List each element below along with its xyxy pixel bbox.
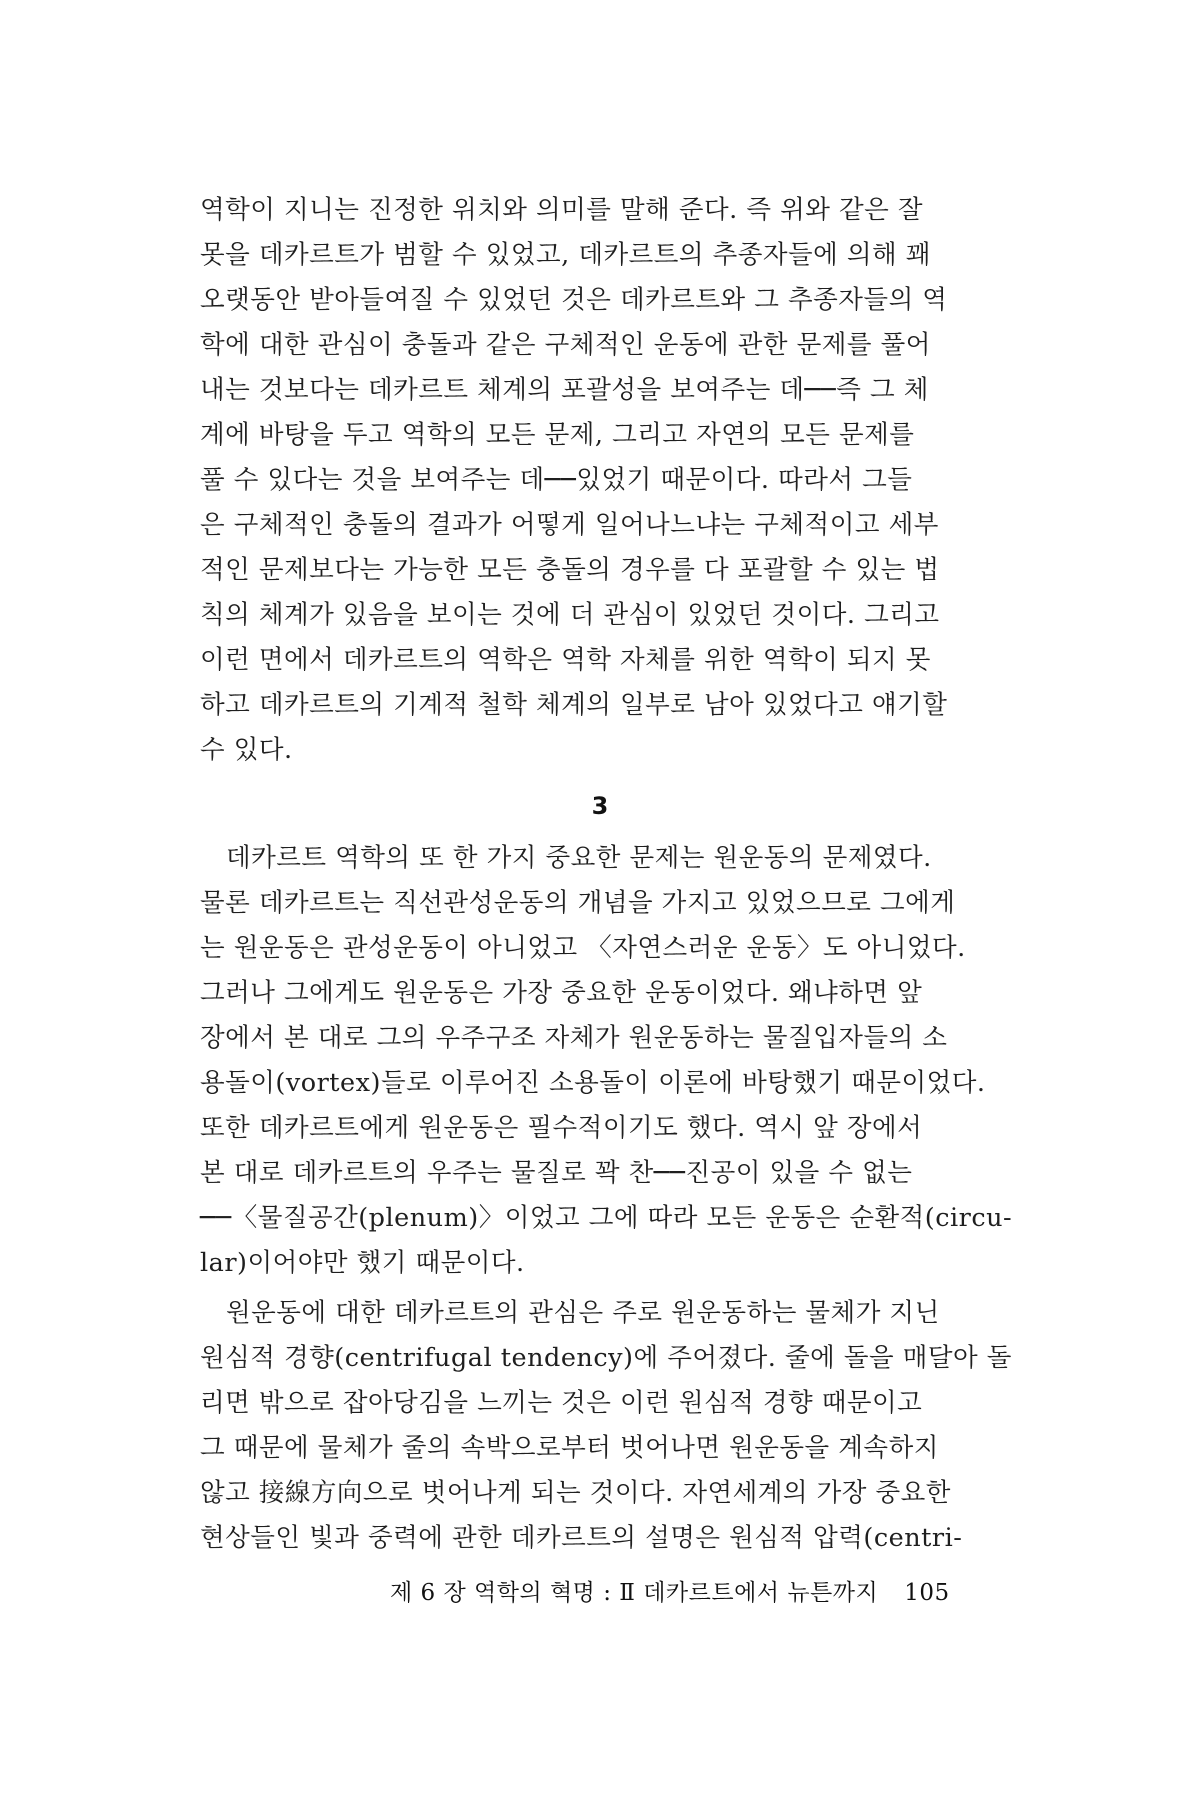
- text-line: 학에 대한 관심이 충돌과 같은 구체적인 운동에 관한 문제를 풀어: [200, 330, 931, 360]
- text-line: 본 대로 데카르트의 우주는 물질로 꽉 찬──진공이 있을 수 없는: [200, 1158, 913, 1188]
- text-line: 오랫동안 받아들여질 수 있었던 것은 데카르트와 그 추종자들의 역: [200, 285, 948, 315]
- text-line: 풀 수 있다는 것을 보여주는 데──있었기 때문이다. 따라서 그들: [200, 465, 913, 495]
- text-line: ──〈물질공간(plenum)〉이었고 그에 따라 모든 운동은 순환적(circu-: [200, 1203, 1013, 1233]
- running-head: 제 6 장 역학의 혁명 : Ⅱ 데카르트에서 뉴튼까지: [390, 1580, 879, 1606]
- text-line: 않고 接線方向으로 벗어나게 되는 것이다. 자연세계의 가장 중요한: [200, 1478, 951, 1508]
- text-line: 역학이 지니는 진정한 위치와 의미를 말해 준다. 즉 위와 같은 잘: [200, 195, 923, 225]
- text-line: 적인 문제보다는 가능한 모든 충돌의 경우를 다 포괄할 수 있는 법: [200, 555, 940, 585]
- text-line: 현상들인 빛과 중력에 관한 데카르트의 설명은 원심적 압력(centri-: [200, 1523, 963, 1553]
- text-line: 원심적 경향(centrifugal tendency)에 주어졌다. 줄에 돌을 매달아 돌: [200, 1343, 1012, 1373]
- text-line: 그러나 그에게도 원운동은 가장 중요한 운동이었다. 왜냐하면 앞: [200, 978, 923, 1008]
- text-line: 이런 면에서 데카르트의 역학은 역학 자체를 위한 역학이 되지 못: [200, 645, 931, 675]
- text-line: 내는 것보다는 데카르트 체계의 포괄성을 보여주는 데──즉 그 체: [200, 375, 929, 405]
- section-number: 3: [591, 792, 609, 820]
- text-line: 또한 데카르트에게 원운동은 필수적이기도 했다. 역시 앞 장에서: [200, 1113, 923, 1143]
- text-line: 칙의 체계가 있음을 보이는 것에 더 관심이 있었던 것이다. 그리고: [200, 600, 940, 630]
- page-footer: [390, 1573, 990, 1613]
- text-line: 못을 데카르트가 범할 수 있었고, 데카르트의 추종자들에 의해 꽤: [200, 240, 931, 270]
- text-line: 은 구체적인 충돌의 결과가 어떻게 일어나느냐는 구체적이고 세부: [200, 510, 939, 540]
- text-line: 수 있다.: [200, 735, 293, 765]
- text-line: 원운동에 대한 데카르트의 관심은 주로 원운동하는 물체가 지닌: [226, 1298, 940, 1328]
- text-line: 는 원운동은 관성운동이 아니었고 〈자연스러운 운동〉도 아니었다.: [200, 933, 966, 963]
- text-line: lar)이어야만 했기 때문이다.: [200, 1248, 525, 1278]
- text-line: 장에서 본 대로 그의 우주구조 자체가 원운동하는 물질입자들의 소: [200, 1023, 948, 1053]
- text-line: 그 때문에 물체가 줄의 속박으로부터 벗어나면 원운동을 계속하지: [200, 1433, 939, 1463]
- text-line: 용돌이(vortex)들로 이루어진 소용돌이 이론에 바탕했기 때문이었다.: [200, 1068, 986, 1098]
- text-line: 데카르트 역학의 또 한 가지 중요한 문제는 원운동의 문제였다.: [226, 843, 932, 873]
- text-line: 물론 데카르트는 직선관성운동의 개념을 가지고 있었으므로 그에게: [200, 888, 956, 918]
- text-line: 리면 밖으로 잡아당김을 느끼는 것은 이런 원심적 경향 때문이고: [200, 1388, 923, 1418]
- text-line: 하고 데카르트의 기계적 철학 체계의 일부로 남아 있었다고 얘기할: [200, 690, 948, 720]
- text-line: 계에 바탕을 두고 역학의 모든 문제, 그리고 자연의 모든 문제를: [200, 420, 915, 450]
- page-number: 105: [904, 1580, 950, 1606]
